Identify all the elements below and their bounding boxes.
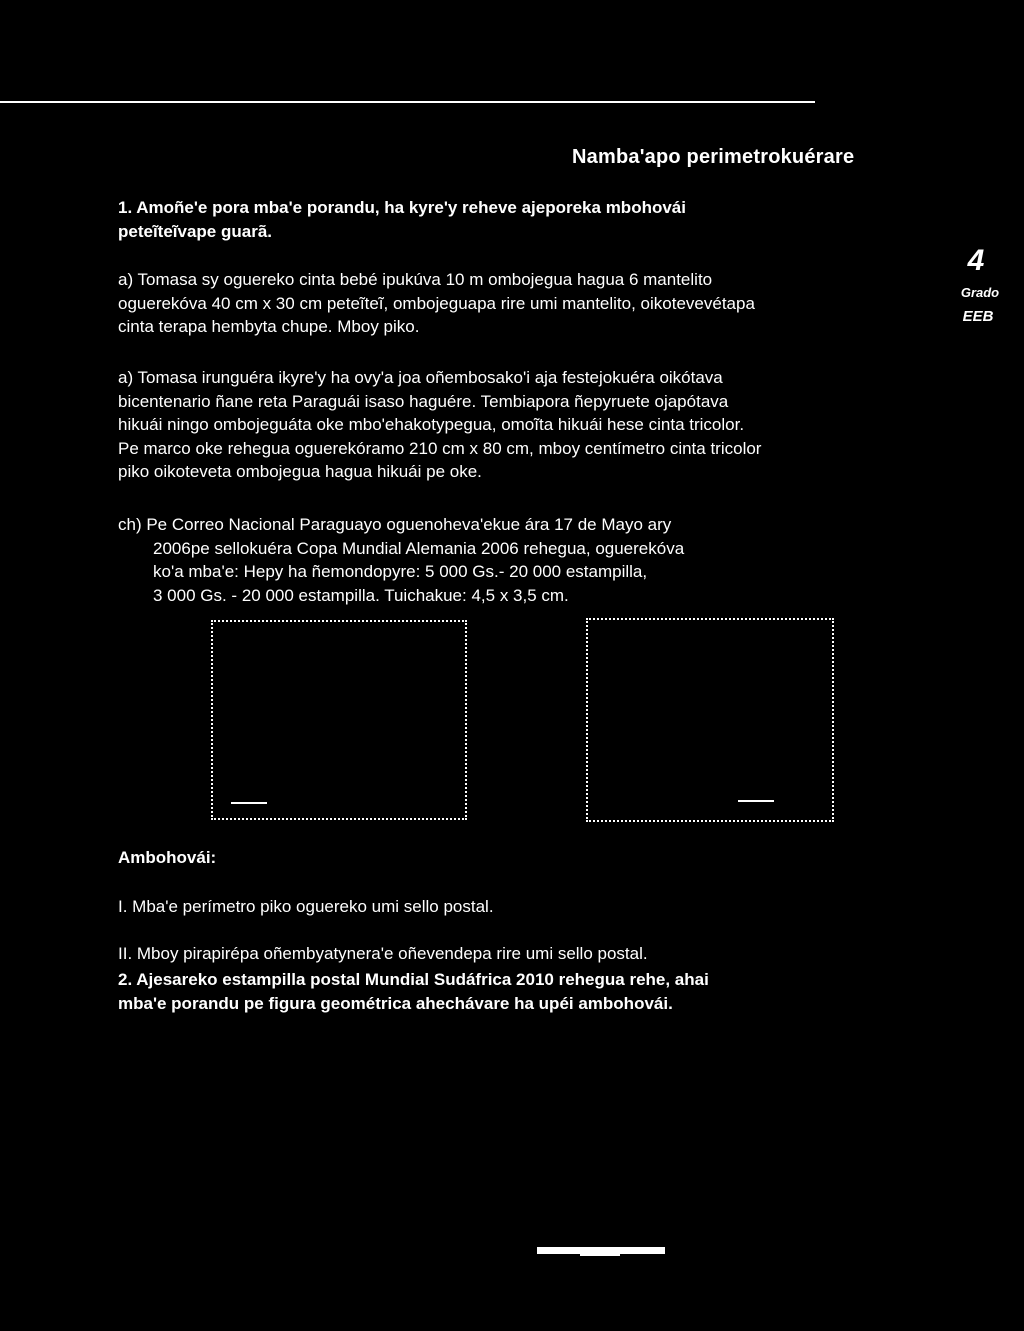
footer-bar-detail xyxy=(580,1253,620,1256)
item-a2-line: bicentenario ñane reta Paraguái isaso haguére. Tembiapora ñepyruete ojapótava xyxy=(118,391,729,411)
item-a2-line: piko oikoteveta ombojegua hagua hikuái pe oke. xyxy=(118,462,482,481)
item-a2-line: a) Tomasa irunguéra ikyre'y ha ovy'a joa oñembosako'i aja festejokuéra oikótava xyxy=(118,368,723,387)
item-a1-paragraph xyxy=(118,268,948,339)
stamp-image-left xyxy=(211,620,467,820)
stamp-mark xyxy=(231,802,267,804)
page-title: Namba'apo perimetrokuérare xyxy=(572,146,855,168)
stamp-mark xyxy=(738,800,774,802)
question-II: II. Mboy pirapirépa oñembyatynera'e oñevendepa rire umi sello postal. xyxy=(118,944,648,963)
top-rule xyxy=(0,101,815,103)
stamp-image-right xyxy=(586,618,834,822)
item-a2-paragraph xyxy=(118,366,948,484)
exercise2-line2: mba'e porandu pe figura geométrica ahechávare ha upéi ambohovái. xyxy=(118,994,673,1013)
item-ch-paragraph xyxy=(118,513,948,607)
grade-number: 4 xyxy=(967,244,985,277)
item-ch-line: ko'a mba'e: Hepy ha ñemondopyre: 5 000 Gs.- 20 000 estampilla, xyxy=(153,562,648,581)
item-ch-line: 3 000 Gs. - 20 000 estampilla. Tuichakue: 4,5 x 3,5 cm. xyxy=(153,585,569,605)
item-a1-line: cinta terapa hembyta chupe. Mboy piko. xyxy=(118,317,420,336)
item-ch-line: ch) Pe Correo Nacional Paraguayo oguenoheva'ekue ára 17 de Mayo ary xyxy=(118,515,672,534)
exercise2-line1: 2. Ajesareko estampilla postal Mundial Sudáfrica 2010 rehegua rehe, ahai xyxy=(118,970,709,989)
exercise1-heading-line1: 1. Amoñe'e pora mba'e porandu, ha kyre'y reheve ajeporeka mbohovái xyxy=(118,198,686,217)
grade-label: Grado xyxy=(960,285,1000,300)
item-a2-line: Pe marco oke rehegua oguerekóramo 210 cm x 80 cm, mboy centímetro cinta tricolor xyxy=(118,438,762,458)
question-I: I. Mba'e perímetro piko oguereko umi sello postal. xyxy=(118,897,494,916)
item-a1-line: oguerekóva 40 cm x 30 cm peteĩteĩ, ombojeguapa rire umi mantelito, oikotevevétapa xyxy=(118,293,755,313)
item-ch-line: 2006pe sellokuéra Copa Mundial Alemania 2006 rehegua, oguerekóva xyxy=(153,538,685,558)
grade-level: EEB xyxy=(962,308,994,325)
answers-label: Ambohovái: xyxy=(118,848,217,867)
item-a1-line: a) Tomasa sy oguereko cinta bebé ipukúva 10 m ombojegua hagua 6 mantelito xyxy=(118,270,713,289)
exercise1-heading-line2: peteĩteĩvape guarã. xyxy=(118,222,273,241)
item-a2-line: hikuái ningo ombojeguáta oke mbo'ehakotypegua, omoĩta hikuái hese cinta tricolor. xyxy=(118,415,745,434)
